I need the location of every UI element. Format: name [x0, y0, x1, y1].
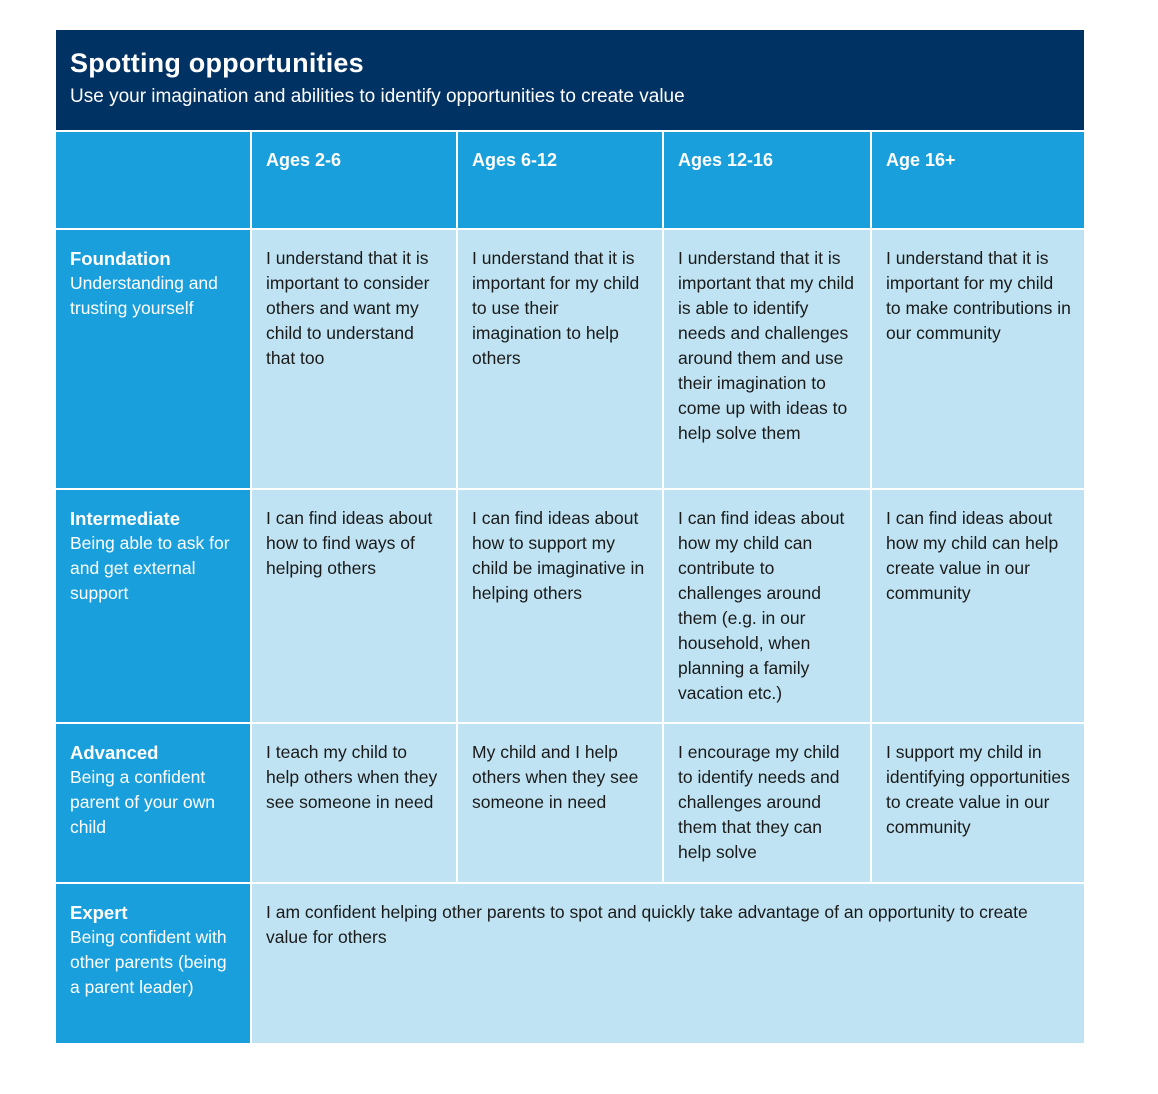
level-description: Being confident with other parents (being a parent leader): [70, 927, 227, 997]
table-row-expert: [56, 883, 1084, 1043]
column-header-row: [56, 131, 1084, 229]
competency-table: [56, 130, 1084, 1043]
table-row-intermediate: [56, 489, 1084, 723]
card-header: [56, 30, 1084, 130]
page-subtitle: Use your imagination and abilities to identify opportunities to create value: [70, 86, 685, 107]
level-name: Intermediate: [70, 508, 181, 529]
table-cell: I understand that it is important to consider others and want my child to understand that too: [251, 229, 457, 489]
column-header-ages-12-16: Ages 12-16: [663, 131, 871, 229]
page-title: Spotting opportunities: [70, 48, 364, 78]
level-name: Foundation: [70, 248, 171, 269]
corner-header: [56, 131, 251, 229]
table-cell: I can find ideas about how my child can help create value in our community: [871, 489, 1084, 723]
level-description: Understanding and trusting yourself: [70, 273, 218, 318]
opportunities-card: [56, 30, 1084, 1043]
row-header-intermediate: [56, 489, 251, 723]
column-header-ages-2-6: Ages 2-6: [251, 131, 457, 229]
level-description: Being able to ask for and get external support: [70, 533, 230, 603]
table-row-foundation: [56, 229, 1084, 489]
table-row-advanced: [56, 723, 1084, 883]
row-header-foundation: [56, 229, 251, 489]
level-name: Advanced: [70, 742, 159, 763]
table-cell: I understand that it is important for my child to use their imagination to help others: [457, 229, 663, 489]
table-cell: I can find ideas about how to support my child be imaginative in helping others: [457, 489, 663, 723]
level-name: Expert: [70, 902, 128, 923]
table-cell: My child and I help others when they see someone in need: [457, 723, 663, 883]
row-header-advanced: [56, 723, 251, 883]
table-cell: I encourage my child to identify needs and challenges around them that they can help solve: [663, 723, 871, 883]
merged-table-cell: I am confident helping other parents to spot and quickly take advantage of an opportunity to create value for others: [251, 883, 1084, 1043]
table-cell: I understand that it is important that my child is able to identify needs and challenges around them and use their imagination to come up with ideas to help solve them: [663, 229, 871, 489]
table-cell: I understand that it is important for my child to make contributions in our community: [871, 229, 1084, 489]
table-cell: I support my child in identifying opportunities to create value in our community: [871, 723, 1084, 883]
table-cell: I teach my child to help others when they see someone in need: [251, 723, 457, 883]
column-header-ages-6-12: Ages 6-12: [457, 131, 663, 229]
level-description: Being a confident parent of your own child: [70, 767, 215, 837]
table-cell: I can find ideas about how to find ways of helping others: [251, 489, 457, 723]
row-header-expert: [56, 883, 251, 1043]
table-cell: I can find ideas about how my child can contribute to challenges around them (e.g. in our household, when planning a family vacation etc.): [663, 489, 871, 723]
column-header-age-16-plus: Age 16+: [871, 131, 1084, 229]
